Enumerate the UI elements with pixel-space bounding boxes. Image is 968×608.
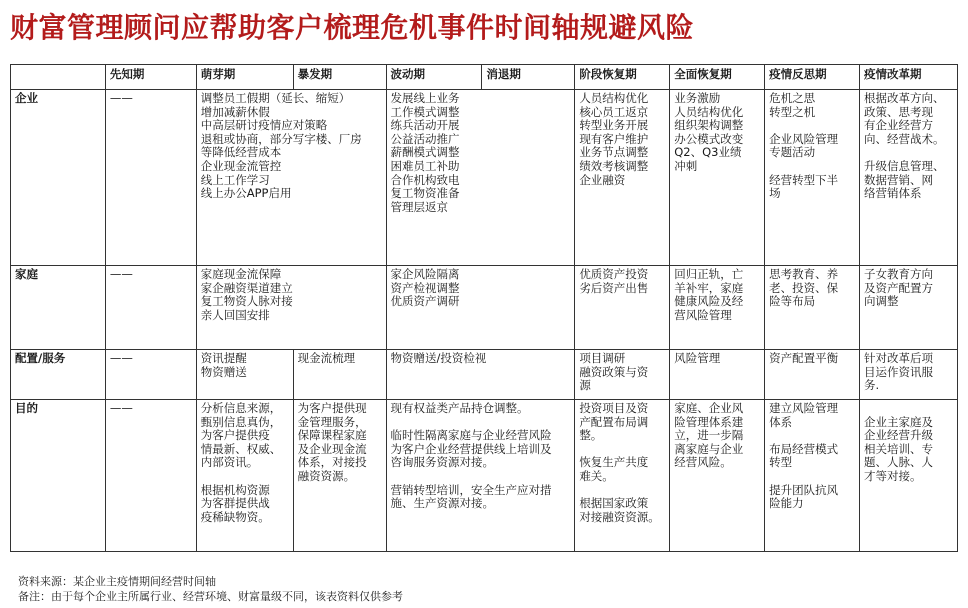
footer-source: 资料来源：某企业主疫情期间经营时间轴 (18, 575, 216, 588)
cell-text: 物资赠送/投资检视 (390, 351, 487, 365)
cell-text: 调整员工假期（延长、缩短） 增加减薪休假 中高层研讨疫情应对策略 退租或协商，部分写字楼、厂房 等降低经营成本 企业现金流管控 线上工作学习 线上办公APP启用 (200, 91, 362, 201)
cell-enterprise-germination-outbreak (196, 90, 386, 266)
cell-text: 为客户提供现 金管理服务， 保障课程家庭 及企业现金流 体系，对接投 融资资源。 (297, 401, 367, 483)
page-title: 财富管理顾问应帮助客户梳理危机事件时间轴规避风险 (10, 11, 695, 44)
cell-text: 子女教育方向 及资产配置方 向调整 (863, 267, 933, 309)
cell-service-reform (859, 350, 957, 400)
cell-service-outbreak (293, 350, 386, 400)
cell-text: 项目调研 融资政策与资 源 (579, 351, 649, 393)
cell-text: 资讯提醒 物资赠送 (200, 351, 247, 379)
cell-purpose-outbreak (293, 400, 386, 552)
cell-text: —— (109, 91, 133, 105)
cell-text: 分析信息来源， 甄别信息真伪， 为客户提供疫 情最新、权威、 内部资讯。 根据机构资源 为客群提供战 疫稀缺物资。 (200, 401, 282, 524)
cell-text: 投资项目及资 产配置布局调 整。 恢复生产共度 难关。 根据国家政策 对接融资资源。 (579, 401, 660, 524)
cell-enterprise-partial-recovery (575, 90, 670, 266)
header-reform: 疫情改革期 (859, 65, 957, 90)
cell-family-fluctuation-subsiding (386, 266, 575, 350)
cell-service-full-recovery (670, 350, 765, 400)
cell-text: —— (109, 351, 133, 365)
cell-text: 现有权益类产品持仓调整。 临时性隔离家庭与企业经营风险 为客户企业经营提供线上培训及 咨询服务资源对接。 营销转型培训，安全生产应对措 施、生产资源对接。 (390, 401, 552, 511)
cell-enterprise-foreknowledge (105, 90, 196, 266)
cell-text: —— (109, 267, 133, 281)
cell-text: 家企风险隔离 资产检视调整 优质资产调研 (390, 267, 460, 309)
row-label-allocation-service: 配置/服务 (11, 350, 106, 400)
cell-text: 回归正轨，亡 羊补牢，家庭 健康风险及经 营风险管理 (674, 267, 744, 322)
footer-note: 备注：由于每个企业主所属行业、经营环境、财富量级不同，该表资料仅供参考 (18, 590, 403, 603)
cell-enterprise-reform (859, 90, 957, 266)
cell-family-partial-recovery (575, 266, 670, 350)
cell-text: —— (109, 401, 133, 415)
cell-text: 人员结构优化 核心员工返京 转型业务开展 现有客户维护 业务节点调整 绩效考核调整 企业融资 (579, 91, 649, 187)
header-subsiding: 消退期 (482, 65, 575, 90)
cell-purpose-partial-recovery (575, 400, 670, 552)
cell-text: 建立风险管理 体系 布局经营模式 转型 提升团队抗风 险能力 (769, 401, 839, 511)
row-purpose (11, 400, 958, 552)
cell-text: 思考教育、养 老、投资、保 险等布局 (769, 267, 839, 309)
header-corner (11, 65, 106, 90)
row-allocation-service (11, 350, 958, 400)
cell-text: 发展线上业务 工作模式调整 练兵活动开展 公益活动推广 薪酬模式调整 困难员工补助 合作机构致电 复工物资准备 管理层返京 (390, 91, 460, 214)
cell-purpose-germination (196, 400, 293, 552)
header-foreknowledge: 先知期 (105, 65, 196, 90)
cell-text: 优质资产投资 劣后资产出售 (579, 267, 649, 295)
header-row (11, 65, 958, 90)
header-reflection: 疫情反思期 (765, 65, 860, 90)
header-fluctuation: 波动期 (386, 65, 482, 90)
header-full-recovery: 全面恢复期 (670, 65, 765, 90)
cell-service-fluctuation-subsiding (386, 350, 575, 400)
cell-purpose-reflection (765, 400, 860, 552)
row-enterprise (11, 90, 958, 266)
cell-text: 现金流梳理 (297, 351, 356, 365)
cell-enterprise-reflection (765, 90, 860, 266)
cell-text: 针对改革后项 目运作资讯服 务. (863, 351, 933, 393)
cell-text: 危机之思 转型之机 企业风险管理 专题活动 经营转型下半 场 (769, 91, 839, 201)
row-label-purpose: 目的 (11, 400, 106, 552)
cell-purpose-reform (859, 400, 957, 552)
row-label-family: 家庭 (11, 266, 106, 350)
header-partial-recovery: 阶段恢复期 (575, 65, 670, 90)
cell-purpose-full-recovery (670, 400, 765, 552)
cell-family-foreknowledge (105, 266, 196, 350)
cell-text: 家庭、企业风 险管理体系建 立，进一步隔 离家庭与企业 经营风险。 (674, 401, 744, 470)
cell-purpose-foreknowledge (105, 400, 196, 552)
cell-text: 资产配置平衡 (769, 351, 839, 365)
cell-enterprise-full-recovery (670, 90, 765, 266)
cell-text: 业务激励 人员结构优化 组织架构调整 办公模式改变 Q2、Q3业绩 冲刺 (674, 91, 744, 173)
header-outbreak: 暴发期 (293, 65, 386, 90)
cell-family-germination-outbreak (196, 266, 386, 350)
cell-text: 根据改革方向、 政策、思考现 有企业经营方 向、经营战术。 升级信息管理、 数据营销、网 络营销体系 (863, 91, 945, 201)
cell-family-reflection (765, 266, 860, 350)
row-label-enterprise: 企业 (11, 90, 106, 266)
cell-text: 家庭现金流保障 家企融资渠道建立 复工物资人脉对接 亲人回国安排 (200, 267, 293, 322)
cell-family-full-recovery (670, 266, 765, 350)
header-germination: 萌芽期 (196, 65, 293, 90)
cell-family-reform (859, 266, 957, 350)
cell-text: 企业主家庭及 企业经营升级 相关培训、专 题、人脉、人 才等对接。 (863, 414, 933, 483)
cell-text: 风险管理 (674, 351, 721, 365)
row-family (11, 266, 958, 350)
cell-service-reflection (765, 350, 860, 400)
cell-service-foreknowledge (105, 350, 196, 400)
cell-purpose-fluctuation-subsiding (386, 400, 575, 552)
timeline-table (10, 64, 958, 552)
cell-service-germination (196, 350, 293, 400)
cell-service-partial-recovery (575, 350, 670, 400)
cell-enterprise-fluctuation-subsiding (386, 90, 575, 266)
